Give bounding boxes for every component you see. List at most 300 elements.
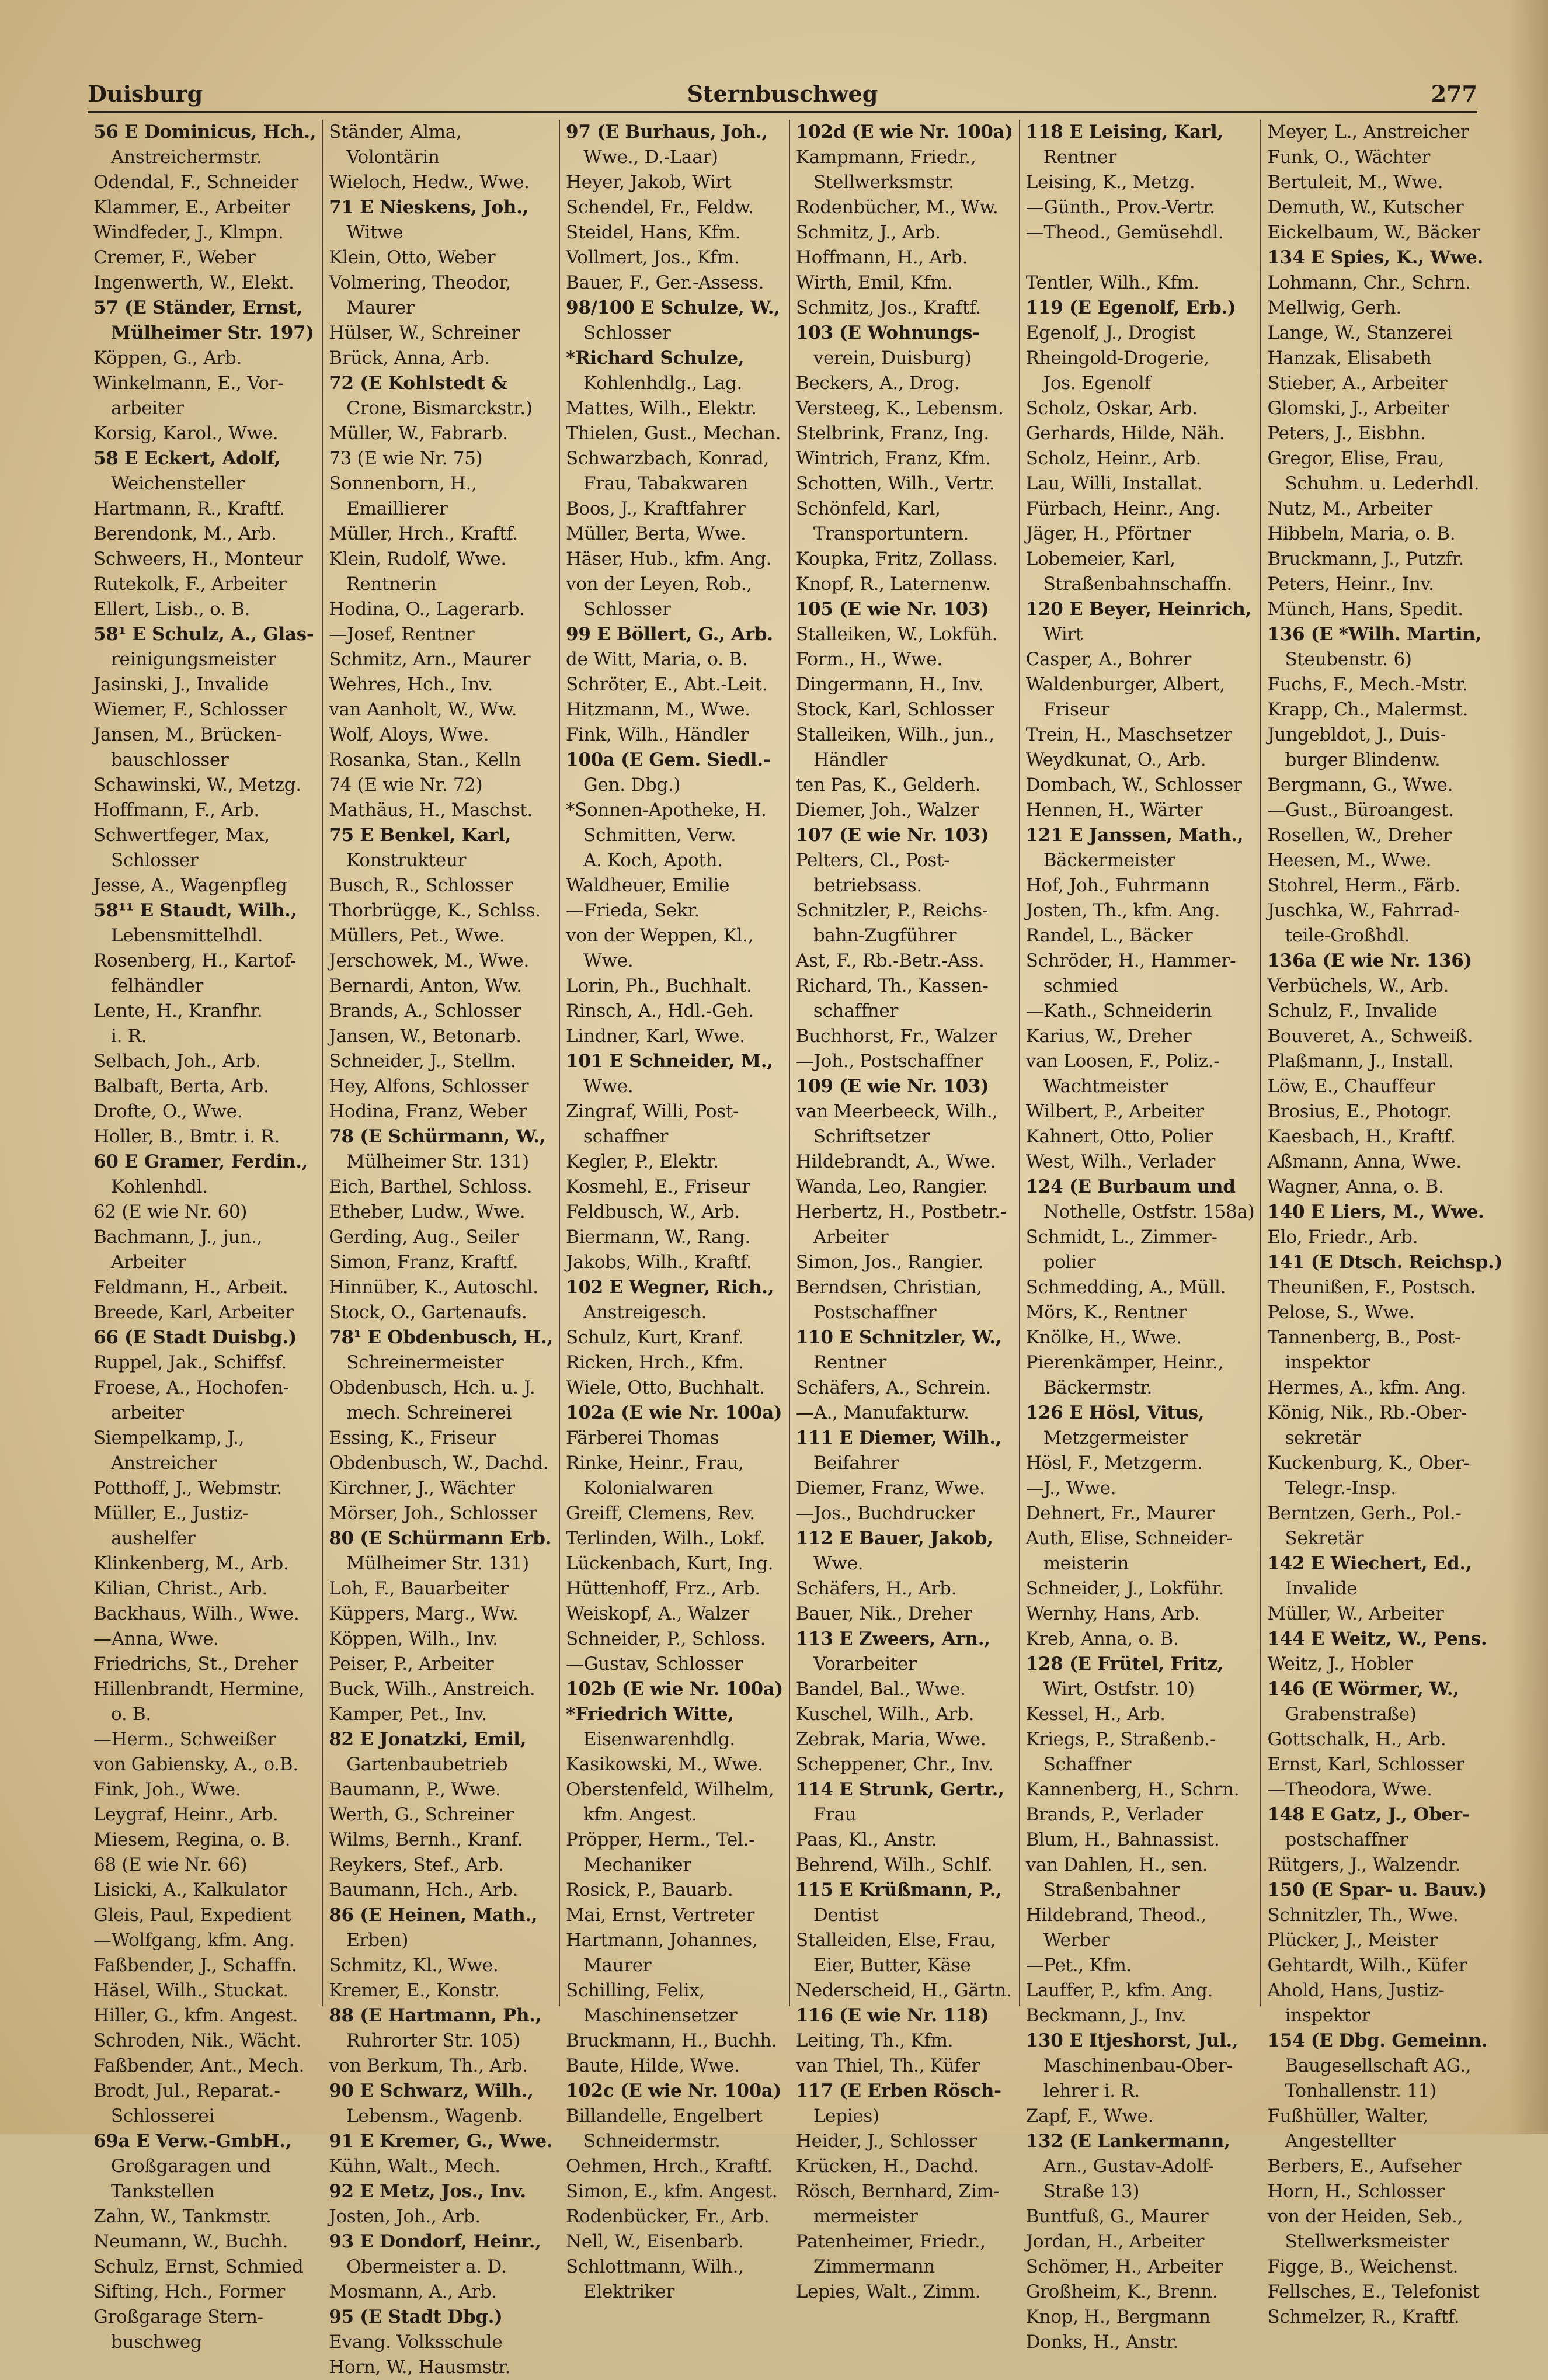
column-2 (323, 120, 560, 2378)
directory-entry-line: Schotten, Wilh., Vertr. (795, 473, 995, 494)
directory-entry-line: Klinkenberg, M., Arb. (93, 1553, 289, 1574)
directory-entry-line: Brosius, E., Photogr. (1267, 1101, 1452, 1122)
directory-entry-line: Schröter, E., Abt.-Leit. (566, 674, 768, 695)
directory-entry-line: felhändler (111, 975, 204, 996)
directory-entry-line: Josten, Th., kfm. Ang. (1025, 900, 1220, 921)
directory-entry-line: Wirth, Emil, Kfm. (795, 272, 953, 293)
directory-entry-line: Trein, H., Maschsetzer (1025, 724, 1232, 745)
directory-entry-line: Jos. Egenolf (1043, 373, 1151, 394)
directory-entry-line: bahn-Zugführer (813, 925, 957, 946)
directory-entry-line: arbeiter (111, 1402, 184, 1423)
directory-entry-line: Kirchner, J., Wächter (329, 1478, 515, 1499)
directory-entry-line: Stellwerksmstr. (813, 172, 954, 193)
directory-entry-line: Kriegs, P., Straßenb.- (1025, 1729, 1216, 1750)
directory-entry-line: Schmitz, Kl., Wwe. (329, 1955, 499, 1976)
directory-entry-line: 71 E Nieskens, Joh., (329, 197, 529, 218)
directory-entry-line: A. Koch, Apoth. (583, 850, 723, 871)
directory-entry-line: 82 E Jonatzki, Emil, (329, 1729, 527, 1750)
directory-entry-line: —Joh., Postschaffner (795, 1051, 983, 1072)
directory-entry-line: Schömer, H., Arbeiter (1025, 2256, 1223, 2277)
directory-entry-line: *Richard Schulze, (566, 348, 745, 369)
directory-entry-line: 150 (E Spar- u. Bauv.) (1267, 1879, 1487, 1900)
directory-entry-line: i. R. (111, 1026, 147, 1047)
directory-entry-line: Mülheimer Str. 197) (111, 322, 314, 343)
directory-entry-line: Terlinden, Wilh., Lokf. (566, 1528, 766, 1549)
directory-entry-line: Peiser, P., Arbeiter (329, 1653, 494, 1674)
directory-entry-line: Kasikowski, M., Wwe. (566, 1754, 763, 1775)
directory-entry-line: Elektriker (583, 2281, 674, 2302)
directory-entry-line: Gartenbaubetrieb (346, 1754, 508, 1775)
directory-entry-line: Schlosser (583, 599, 671, 620)
directory-entry-line: Schmitz, Jos., Kraftf. (795, 297, 981, 318)
directory-entry-line: Herbertz, H., Postbetr.- (795, 1201, 1006, 1222)
directory-entry-line: 109 (E wie Nr. 103) (795, 1076, 989, 1097)
directory-entry-line: Winkelmann, E., Vor- (93, 373, 284, 394)
directory-entry-line: Leygraf, Heinr., Arb. (93, 1804, 279, 1825)
directory-entry-line: Müllers, Pet., Wwe. (329, 925, 505, 946)
directory-entry-line: Weitz, J., Hobler (1267, 1653, 1413, 1674)
directory-entry-line: Zingraf, Willi, Post- (566, 1101, 739, 1122)
directory-entry-line: —J., Wwe. (1025, 1478, 1116, 1499)
directory-entry-line: 102b (E wie Nr. 100a) (566, 1679, 783, 1700)
directory-entry-line: —Frieda, Sekr. (566, 900, 700, 921)
directory-entry-line: Kühn, Walt., Mech. (329, 2156, 500, 2177)
directory-entry-line: ten Pas, K., Gelderh. (795, 774, 981, 795)
directory-entry-line: 144 E Weitz, W., Pens. (1267, 1628, 1487, 1649)
directory-entry-line: —Josef, Rentner (329, 624, 475, 645)
directory-entry-line: Billandelle, Engelbert (566, 2105, 763, 2127)
directory-entry-line: Zahn, W., Tankmstr. (93, 2206, 272, 2227)
directory-entry-line: Heesen, M., Wwe. (1267, 850, 1432, 871)
directory-entry-line: Eisenwarenhdlg. (583, 1729, 735, 1750)
directory-entry-line: Karius, W., Dreher (1025, 1026, 1192, 1047)
directory-entry-line: 74 (E wie Nr. 72) (329, 774, 483, 795)
directory-entry-line: Vollmert, Jos., Kfm. (566, 247, 740, 268)
directory-entry-line: Stelbrink, Franz, Ing. (795, 423, 989, 444)
directory-entry-line: Schäfers, H., Arb. (795, 1578, 957, 1599)
directory-entry-line: Mellwig, Gerh. (1267, 297, 1401, 318)
directory-entry-line: Mattes, Wilh., Elektr. (566, 398, 757, 419)
directory-entry-line: 102d (E wie Nr. 100a) (795, 121, 1013, 143)
directory-entry-line: Kohlenhdlg., Lag. (583, 373, 743, 394)
directory-entry-line: 68 (E wie Nr. 66) (93, 1854, 248, 1875)
directory-entry-line: 80 (E Schürmann Erb. (329, 1528, 552, 1549)
directory-entry-line: —Theod., Gemüsehdl. (1025, 222, 1224, 243)
directory-entry-line: reinigungsmeister (111, 649, 276, 670)
directory-entry-line: Bernardi, Anton, Ww. (329, 975, 522, 996)
directory-entry-line: Jordan, H., Arbeiter (1025, 2231, 1205, 2252)
directory-entry-line: Scholz, Heinr., Arb. (1025, 448, 1202, 469)
directory-entry-line: Lauffer, P., kfm. Ang. (1025, 1980, 1213, 2001)
directory-entry-line: Miesem, Regina, o. B. (93, 1829, 291, 1850)
directory-entry-line: Eickelbaum, W., Bäcker (1267, 222, 1480, 243)
directory-entry-line: Stock, Karl, Schlosser (795, 699, 994, 720)
directory-entry-line: Brodt, Jul., Reparat.- (93, 2080, 280, 2101)
directory-entry-line: Stalleiken, W., Lokfüh. (795, 624, 998, 645)
directory-entry-line: Bruckmann, H., Buchh. (566, 2030, 777, 2051)
directory-entry-line: 110 E Schnitzler, W., (795, 1327, 1002, 1348)
directory-entry-line: Behrend, Wilh., Schlf. (795, 1854, 993, 1875)
directory-entry-line: Pelose, S., Wwe. (1267, 1302, 1415, 1323)
directory-entry-line: inspektor (1285, 1352, 1370, 1373)
directory-entry-line: Randel, L., Bäcker (1025, 925, 1193, 946)
directory-entry-line: Schmelzer, R., Kraftf. (1267, 2306, 1460, 2327)
directory-entry-line: aushelfer (111, 1528, 196, 1549)
directory-entry-line: 90 E Schwarz, Wilh., (329, 2080, 534, 2101)
directory-entry-line: Lau, Willi, Installat. (1025, 473, 1203, 494)
directory-entry-line: Baumann, Hch., Arb. (329, 1879, 519, 1900)
directory-entry-line: inspektor (1285, 2005, 1370, 2026)
directory-entry-line: *Friedrich Witte, (566, 1704, 734, 1725)
directory-entry-line: 148 E Gatz, J., Ober- (1267, 1804, 1470, 1825)
directory-entry-line: Wilbert, P., Arbeiter (1025, 1101, 1204, 1122)
directory-entry-line: postschaffner (1285, 1829, 1408, 1850)
directory-entry-line: Volontärin (346, 147, 440, 168)
directory-entry-line: bauschlosser (111, 749, 229, 770)
directory-entry-line: —Jos., Buchdrucker (795, 1503, 975, 1524)
directory-entry-line: Maschinensetzer (583, 2005, 738, 2026)
directory-entry-line: Rösch, Bernhard, Zim- (795, 2181, 1000, 2202)
directory-entry-line: Straßenbahner (1043, 1879, 1180, 1900)
directory-entry-line: Schneidermstr. (583, 2131, 721, 2152)
directory-entry-line: Greiff, Clemens, Rev. (566, 1503, 755, 1524)
directory-entry-line: Maurer (346, 297, 415, 318)
directory-entry-line: Hoffmann, F., Arb. (93, 800, 259, 821)
directory-entry-line: *Sonnen-Apotheke, H. (566, 800, 767, 821)
directory-entry-line: 119 (E Egenolf, Erb.) (1025, 297, 1236, 318)
directory-entry-line: Fink, Joh., Wwe. (93, 1779, 241, 1800)
directory-entry-line: 124 (E Burbaum und (1025, 1176, 1236, 1197)
directory-entry-line: Friedrichs, St., Dreher (93, 1653, 298, 1674)
directory-entry-line: Obdenbusch, W., Dachd. (329, 1453, 549, 1474)
directory-entry-line: Wieloch, Hedw., Wwe. (329, 172, 530, 193)
directory-entry-line: —Anna, Wwe. (93, 1628, 219, 1649)
directory-entry-line: Schroden, Nik., Wächt. (93, 2030, 301, 2051)
directory-entry-line: Korsig, Karol., Wwe. (93, 423, 279, 444)
directory-entry-line: Horn, H., Schlosser (1267, 2181, 1445, 2202)
directory-entry-line: Kaesbach, H., Kraftf. (1267, 1126, 1456, 1147)
directory-entry-line: Windfeder, J., Klmpn. (93, 222, 284, 243)
directory-entry-line: von der Heiden, Seb., (1267, 2206, 1463, 2227)
directory-entry-line: Dingermann, H., Inv. (795, 674, 984, 695)
directory-entry-line: Kilian, Christ., Arb. (93, 1578, 268, 1599)
directory-entry-line: Fürbach, Heinr., Ang. (1025, 498, 1221, 519)
directory-entry-line: 113 E Zweers, Arn., (795, 1628, 990, 1649)
directory-columns (88, 120, 1503, 2378)
directory-entry-line: Wirt, Ostfstr. 10) (1043, 1679, 1195, 1700)
directory-entry-line: Selbach, Joh., Arb. (93, 1051, 261, 1072)
directory-entry-line: Straße 13) (1043, 2181, 1140, 2202)
directory-entry-line: Schlosser (111, 850, 199, 871)
directory-entry-line: arbeiter (111, 398, 184, 419)
directory-entry-line: Schröder, H., Hammer- (1025, 950, 1236, 971)
directory-entry-line: Ruhrorter Str. 105) (346, 2030, 520, 2051)
directory-entry-line: Holler, B., Bmtr. i. R. (93, 1126, 280, 1147)
directory-entry-line: Beifahrer (813, 1453, 899, 1474)
directory-entry-line: Leising, K., Metzg. (1025, 172, 1195, 193)
directory-entry-line: Diemer, Joh., Walzer (795, 800, 979, 821)
directory-entry-line: Sifting, Hch., Former (93, 2281, 285, 2302)
directory-entry-line: 154 (E Dbg. Gemeinn. (1267, 2030, 1488, 2051)
directory-entry-line: 56 E Dominicus, Hch., (93, 121, 316, 143)
directory-entry-line: Buntfuß, G., Maurer (1025, 2206, 1209, 2227)
column-4 (790, 120, 1020, 2302)
directory-entry-line: Meyer, L., Anstreicher (1267, 121, 1469, 143)
directory-entry-line: von Berkum, Th., Arb. (329, 2055, 528, 2076)
directory-entry-line: Bruckmann, J., Putzfr. (1267, 548, 1464, 569)
directory-entry-line: Reykers, Stef., Arb. (329, 1854, 504, 1875)
directory-entry-line: Gerhards, Hilde, Näh. (1025, 423, 1225, 444)
directory-entry-line: Kegler, P., Elektr. (566, 1151, 719, 1172)
directory-entry-line: Jesse, A., Wagenpfleg (93, 875, 287, 896)
directory-entry-line: Wolf, Aloys, Wwe. (329, 724, 489, 745)
directory-entry-line: 107 (E wie Nr. 103) (795, 825, 989, 846)
directory-entry-line: Hennen, H., Wärter (1025, 800, 1203, 821)
directory-entry-line: Pröpper, Herm., Tel.- (566, 1829, 755, 1850)
directory-entry-line: Neumann, W., Buchh. (93, 2231, 288, 2252)
directory-entry-line: Jansen, W., Betonarb. (329, 1026, 521, 1047)
directory-entry-line: 126 E Hösl, Vitus, (1025, 1402, 1205, 1423)
directory-entry-line: Hitzmann, M., Wwe. (566, 699, 750, 720)
directory-entry-line: Lente, H., Kranfhr. (93, 1000, 263, 1022)
column-1 (88, 120, 323, 2353)
directory-entry-line: Brands, P., Verlader (1025, 1804, 1203, 1825)
directory-entry-line: Demuth, W., Kutscher (1267, 197, 1464, 218)
directory-entry-line: Schuhm. u. Lederhdl. (1285, 473, 1480, 494)
directory-entry-line: Patenheimer, Friedr., (795, 2231, 986, 2252)
directory-entry-line: Knop, H., Bergmann (1025, 2306, 1210, 2327)
directory-entry-line: Gerding, Aug., Seiler (329, 1227, 519, 1248)
directory-entry-line: Diemer, Franz, Wwe. (795, 1478, 985, 1499)
directory-entry-line: van Loosen, F., Poliz.- (1025, 1051, 1220, 1072)
directory-entry-line: Froese, A., Hochofen- (93, 1377, 289, 1398)
directory-entry-line: Rosellen, W., Dreher (1267, 825, 1452, 846)
directory-entry-line: Oberstenfeld, Wilhelm, (566, 1779, 774, 1800)
directory-entry-line: Nell, W., Eisenbarb. (566, 2231, 744, 2252)
directory-entry-line: —A., Manufakturw. (795, 1402, 969, 1423)
directory-entry-line: van Aanholt, W., Ww. (329, 699, 517, 720)
directory-entry-line: Weiskopf, A., Walzer (566, 1603, 749, 1624)
directory-entry-line: Plaßmann, J., Install. (1267, 1051, 1454, 1072)
directory-entry-line: meisterin (1043, 1553, 1129, 1574)
directory-entry-line: 117 (E Erben Rösch- (795, 2080, 1001, 2101)
directory-entry-line: Fellsches, E., Telefonist (1267, 2281, 1480, 2302)
directory-entry-line: Ingenwerth, W., Elekt. (93, 272, 294, 293)
directory-entry-line: Hiller, G., kfm. Angest. (93, 2005, 298, 2026)
directory-entry-line: Rosanka, Stan., Kelln (329, 749, 521, 770)
directory-entry-line: Großgarage Stern- (93, 2306, 263, 2327)
directory-entry-line: Rentner (1043, 147, 1116, 168)
directory-entry-line: Hülser, W., Schreiner (329, 322, 520, 343)
directory-entry-line: Hildebrandt, A., Wwe. (795, 1151, 996, 1172)
directory-entry-line: Schmidt, L., Zimmer- (1025, 1227, 1217, 1248)
directory-entry-line: 86 (E Heinen, Math., (329, 1905, 538, 1926)
directory-entry-line: Wwe., D.-Laar) (583, 147, 718, 168)
directory-entry-line: Nutz, M., Arbeiter (1267, 498, 1432, 519)
directory-entry-line: Köppen, Wilh., Inv. (329, 1628, 498, 1649)
directory-entry-line: Baumann, P., Wwe. (329, 1779, 501, 1800)
directory-entry-line: Schnitzler, P., Reichs- (795, 900, 989, 921)
directory-entry-line: Feldmann, H., Arbeit. (93, 1277, 288, 1298)
directory-entry-line: Pelters, Cl., Post- (795, 850, 950, 871)
directory-entry-line: —Wolfgang, kfm. Ang. (93, 1930, 295, 1951)
directory-entry-line: Rheingold-Drogerie, (1025, 348, 1209, 369)
directory-entry-line: Bauer, Nik., Dreher (795, 1603, 972, 1624)
directory-entry-line: lehrer i. R. (1043, 2080, 1140, 2101)
directory-entry-line: Thielen, Gust., Mechan. (566, 423, 781, 444)
directory-entry-line: Schilling, Felix, (566, 1980, 705, 2001)
directory-entry-line: 118 E Leising, Karl, (1025, 121, 1223, 143)
directory-entry-line: Figge, B., Weichenst. (1267, 2256, 1459, 2277)
directory-entry-line: Lisicki, A., Kalkulator (93, 1879, 287, 1900)
directory-entry-line: Rosenberg, H., Kartof- (93, 950, 297, 971)
directory-entry-line: Simon, Franz, Kraftf. (329, 1252, 519, 1273)
directory-entry-line: Hinnüber, K., Autoschl. (329, 1277, 538, 1298)
directory-entry-line: Potthoff, J., Webmstr. (93, 1478, 282, 1499)
directory-entry-line: Verbüchels, W., Arb. (1267, 975, 1449, 996)
directory-entry-line: Schmedding, A., Müll. (1025, 1277, 1226, 1298)
directory-entry-line: mermeister (813, 2206, 918, 2227)
directory-entry-line: Buck, Wilh., Anstreich. (329, 1679, 535, 1700)
directory-entry-line: Wiemer, F., Schlosser (93, 699, 287, 720)
directory-entry-line: Zebrak, Maria, Wwe. (795, 1729, 986, 1750)
directory-entry-line: Feldbusch, W., Arb. (566, 1201, 740, 1222)
directory-entry-line: Kuschel, Wilh., Arb. (795, 1704, 975, 1725)
directory-entry-line: Buchhorst, Fr., Walzer (795, 1026, 997, 1047)
directory-entry-line: Loh, F., Bauarbeiter (329, 1578, 509, 1599)
directory-entry-line: Gen. Dbg.) (583, 774, 681, 795)
directory-entry-line: Horn, W., Hausmstr. (329, 2357, 511, 2378)
directory-entry-line: o. B. (111, 1704, 151, 1725)
directory-entry-line: Stellwerksmeister (1285, 2231, 1449, 2252)
directory-entry-line: 69a E Verw.-GmbH., (93, 2131, 292, 2152)
directory-entry-line: Rinsch, A., Hdl.-Geh. (566, 1000, 754, 1022)
directory-entry-line: betriebsass. (813, 875, 922, 896)
directory-entry-line: Peters, J., Eisbhn. (1267, 423, 1426, 444)
directory-entry-line: Witwe (346, 222, 403, 243)
directory-entry-line: Kohlenhdl. (111, 1176, 208, 1197)
directory-entry-line: Mülheimer Str. 131) (346, 1151, 529, 1172)
directory-entry-line: Plücker, J., Meister (1267, 1930, 1438, 1951)
directory-entry-line: Müller, W., Arbeiter (1267, 1603, 1444, 1624)
directory-entry-line: Zapf, F., Wwe. (1025, 2105, 1154, 2127)
directory-entry-line: Wwe. (583, 1076, 634, 1097)
directory-entry-line: 78 (E Schürmann, W., (329, 1126, 546, 1147)
directory-entry-line: Berntzen, Gerh., Pol.- (1267, 1503, 1462, 1524)
directory-entry-line: Jasinski, J., Invalide (93, 674, 269, 695)
directory-entry-line: Jansen, M., Brücken- (93, 724, 282, 745)
directory-entry-line: Wirt (1043, 624, 1083, 645)
directory-entry-line (1026, 245, 1255, 270)
directory-entry-line: de Witt, Maria, o. B. (566, 649, 748, 670)
directory-entry-line: Lepies, Walt., Zimm. (795, 2281, 981, 2302)
directory-entry-line: 134 E Spies, K., Wwe. (1267, 247, 1483, 268)
directory-entry-line: Hüttenhoff, Frz., Arb. (566, 1578, 760, 1599)
directory-entry-line: Schreinermeister (346, 1352, 504, 1373)
directory-entry-line: Kosmehl, E., Friseur (566, 1176, 750, 1197)
directory-entry-line: Busch, R., Schlosser (329, 875, 513, 896)
directory-entry-line: von der Leyen, Rob., (566, 574, 752, 595)
directory-entry-line: Schlosser (583, 322, 671, 343)
directory-entry-line: Bandel, Bal., Wwe. (795, 1679, 966, 1700)
directory-entry-line: Jerschowek, M., Wwe. (329, 950, 530, 971)
directory-entry-line: Wehres, Hch., Inv. (329, 674, 493, 695)
directory-entry-line: —Gust., Büroangest. (1267, 800, 1454, 821)
directory-entry-line: Gleis, Paul, Expedient (93, 1905, 291, 1926)
directory-entry-line: Lohmann, Chr., Schrn. (1267, 272, 1471, 293)
directory-entry-line: 141 (E Dtsch. Reichsp.) (1267, 1252, 1503, 1273)
directory-entry-line: Hof, Joh., Fuhrmann (1025, 875, 1210, 896)
directory-entry-line: Lebensmittelhdl. (111, 925, 263, 946)
directory-entry-line: Gottschalk, H., Arb. (1267, 1729, 1446, 1750)
directory-entry-line: Frau, Tabakwaren (583, 473, 748, 494)
directory-entry-line: 62 (E wie Nr. 60) (93, 1201, 248, 1222)
directory-entry-line: Schmitz, Arn., Maurer (329, 649, 531, 670)
directory-entry-line: Rodenbücker, Fr., Arb. (566, 2206, 770, 2227)
directory-entry-line: Weichensteller (111, 473, 245, 494)
directory-entry-line: von Gabiensky, A., o.B. (93, 1754, 298, 1775)
directory-entry-line: Glomski, J., Arbeiter (1267, 398, 1449, 419)
directory-entry-line: 60 E Gramer, Ferdin., (93, 1151, 308, 1172)
directory-entry-line: Berendonk, M., Arb. (93, 523, 277, 544)
street-title: Sternbuschweg (687, 81, 878, 107)
directory-entry-line: Gregor, Elise, Frau, (1267, 448, 1445, 469)
directory-entry-line: Arbeiter (111, 1252, 186, 1273)
directory-entry-line: 99 E Böllert, G., Arb. (566, 624, 773, 645)
directory-entry-line: schmied (1043, 975, 1119, 996)
directory-entry-line: Egenolf, J., Drogist (1025, 322, 1195, 343)
directory-entry-line: burger Blindenw. (1285, 749, 1441, 770)
directory-entry-line: Baugesellschaft AG., (1285, 2055, 1472, 2076)
directory-entry-line: Beckers, A., Drog. (795, 373, 960, 394)
directory-entry-line: Mathäus, H., Maschst. (329, 800, 533, 821)
directory-entry-line: Schwertfeger, Max, (93, 825, 270, 846)
directory-entry-line: Rentner (813, 1352, 887, 1373)
directory-entry-line: 58¹¹ E Staudt, Wilh., (93, 900, 297, 921)
directory-entry-line: Mörs, K., Rentner (1025, 1302, 1187, 1323)
directory-entry-line: Peters, Heinr., Inv. (1267, 574, 1434, 595)
directory-entry-line: 128 (E Frütel, Fritz, (1025, 1653, 1224, 1674)
directory-entry-line: Sekretär (1285, 1528, 1364, 1549)
directory-entry-line: Lobemeier, Karl, (1025, 548, 1175, 569)
directory-entry-line: Balbaft, Berta, Arb. (93, 1076, 269, 1097)
directory-entry-line: Brands, A., Schlosser (329, 1000, 521, 1022)
directory-entry-line: Hibbeln, Maria, o. B. (1267, 523, 1456, 544)
directory-entry-line: Breede, Karl, Arbeiter (93, 1302, 294, 1323)
directory-entry-line: König, Nik., Rb.-Ober- (1267, 1402, 1467, 1423)
directory-entry-line: Bertuleit, M., Wwe. (1267, 172, 1443, 193)
directory-entry-line: Müller, W., Fabrarb. (329, 423, 508, 444)
directory-entry-line: Löw, E., Chauffeur (1267, 1076, 1435, 1097)
directory-entry-line: 91 E Kremer, G., Wwe. (329, 2131, 553, 2152)
directory-entry-line: Paas, Kl., Anstr. (795, 1829, 937, 1850)
directory-entry-line: Schneider, P., Schloss. (566, 1628, 766, 1649)
directory-entry-line: —Gustav, Schlosser (566, 1653, 743, 1674)
directory-entry-line: Küppers, Marg., Ww. (329, 1603, 519, 1624)
directory-entry-line: Grabenstraße) (1285, 1704, 1417, 1725)
directory-entry-line: Wintrich, Franz, Kfm. (795, 448, 991, 469)
directory-entry-line: Klein, Rudolf, Wwe. (329, 548, 506, 569)
directory-entry-line: 132 (E Lankermann, (1025, 2131, 1230, 2152)
directory-entry-line: Knölke, H., Wwe. (1025, 1327, 1182, 1348)
directory-entry-line: Friseur (1043, 699, 1109, 720)
directory-entry-line: Bauer, F., Ger.-Assess. (566, 272, 764, 293)
directory-entry-line: van Meerbeeck, Wilh., (795, 1101, 998, 1122)
directory-entry-line: Hodina, O., Lagerarb. (329, 599, 525, 620)
page-edge-shadow (1507, 0, 1548, 2134)
directory-entry-line: Drofte, O., Wwe. (93, 1101, 243, 1122)
directory-entry-line: Brück, Anna, Arb. (329, 348, 490, 369)
